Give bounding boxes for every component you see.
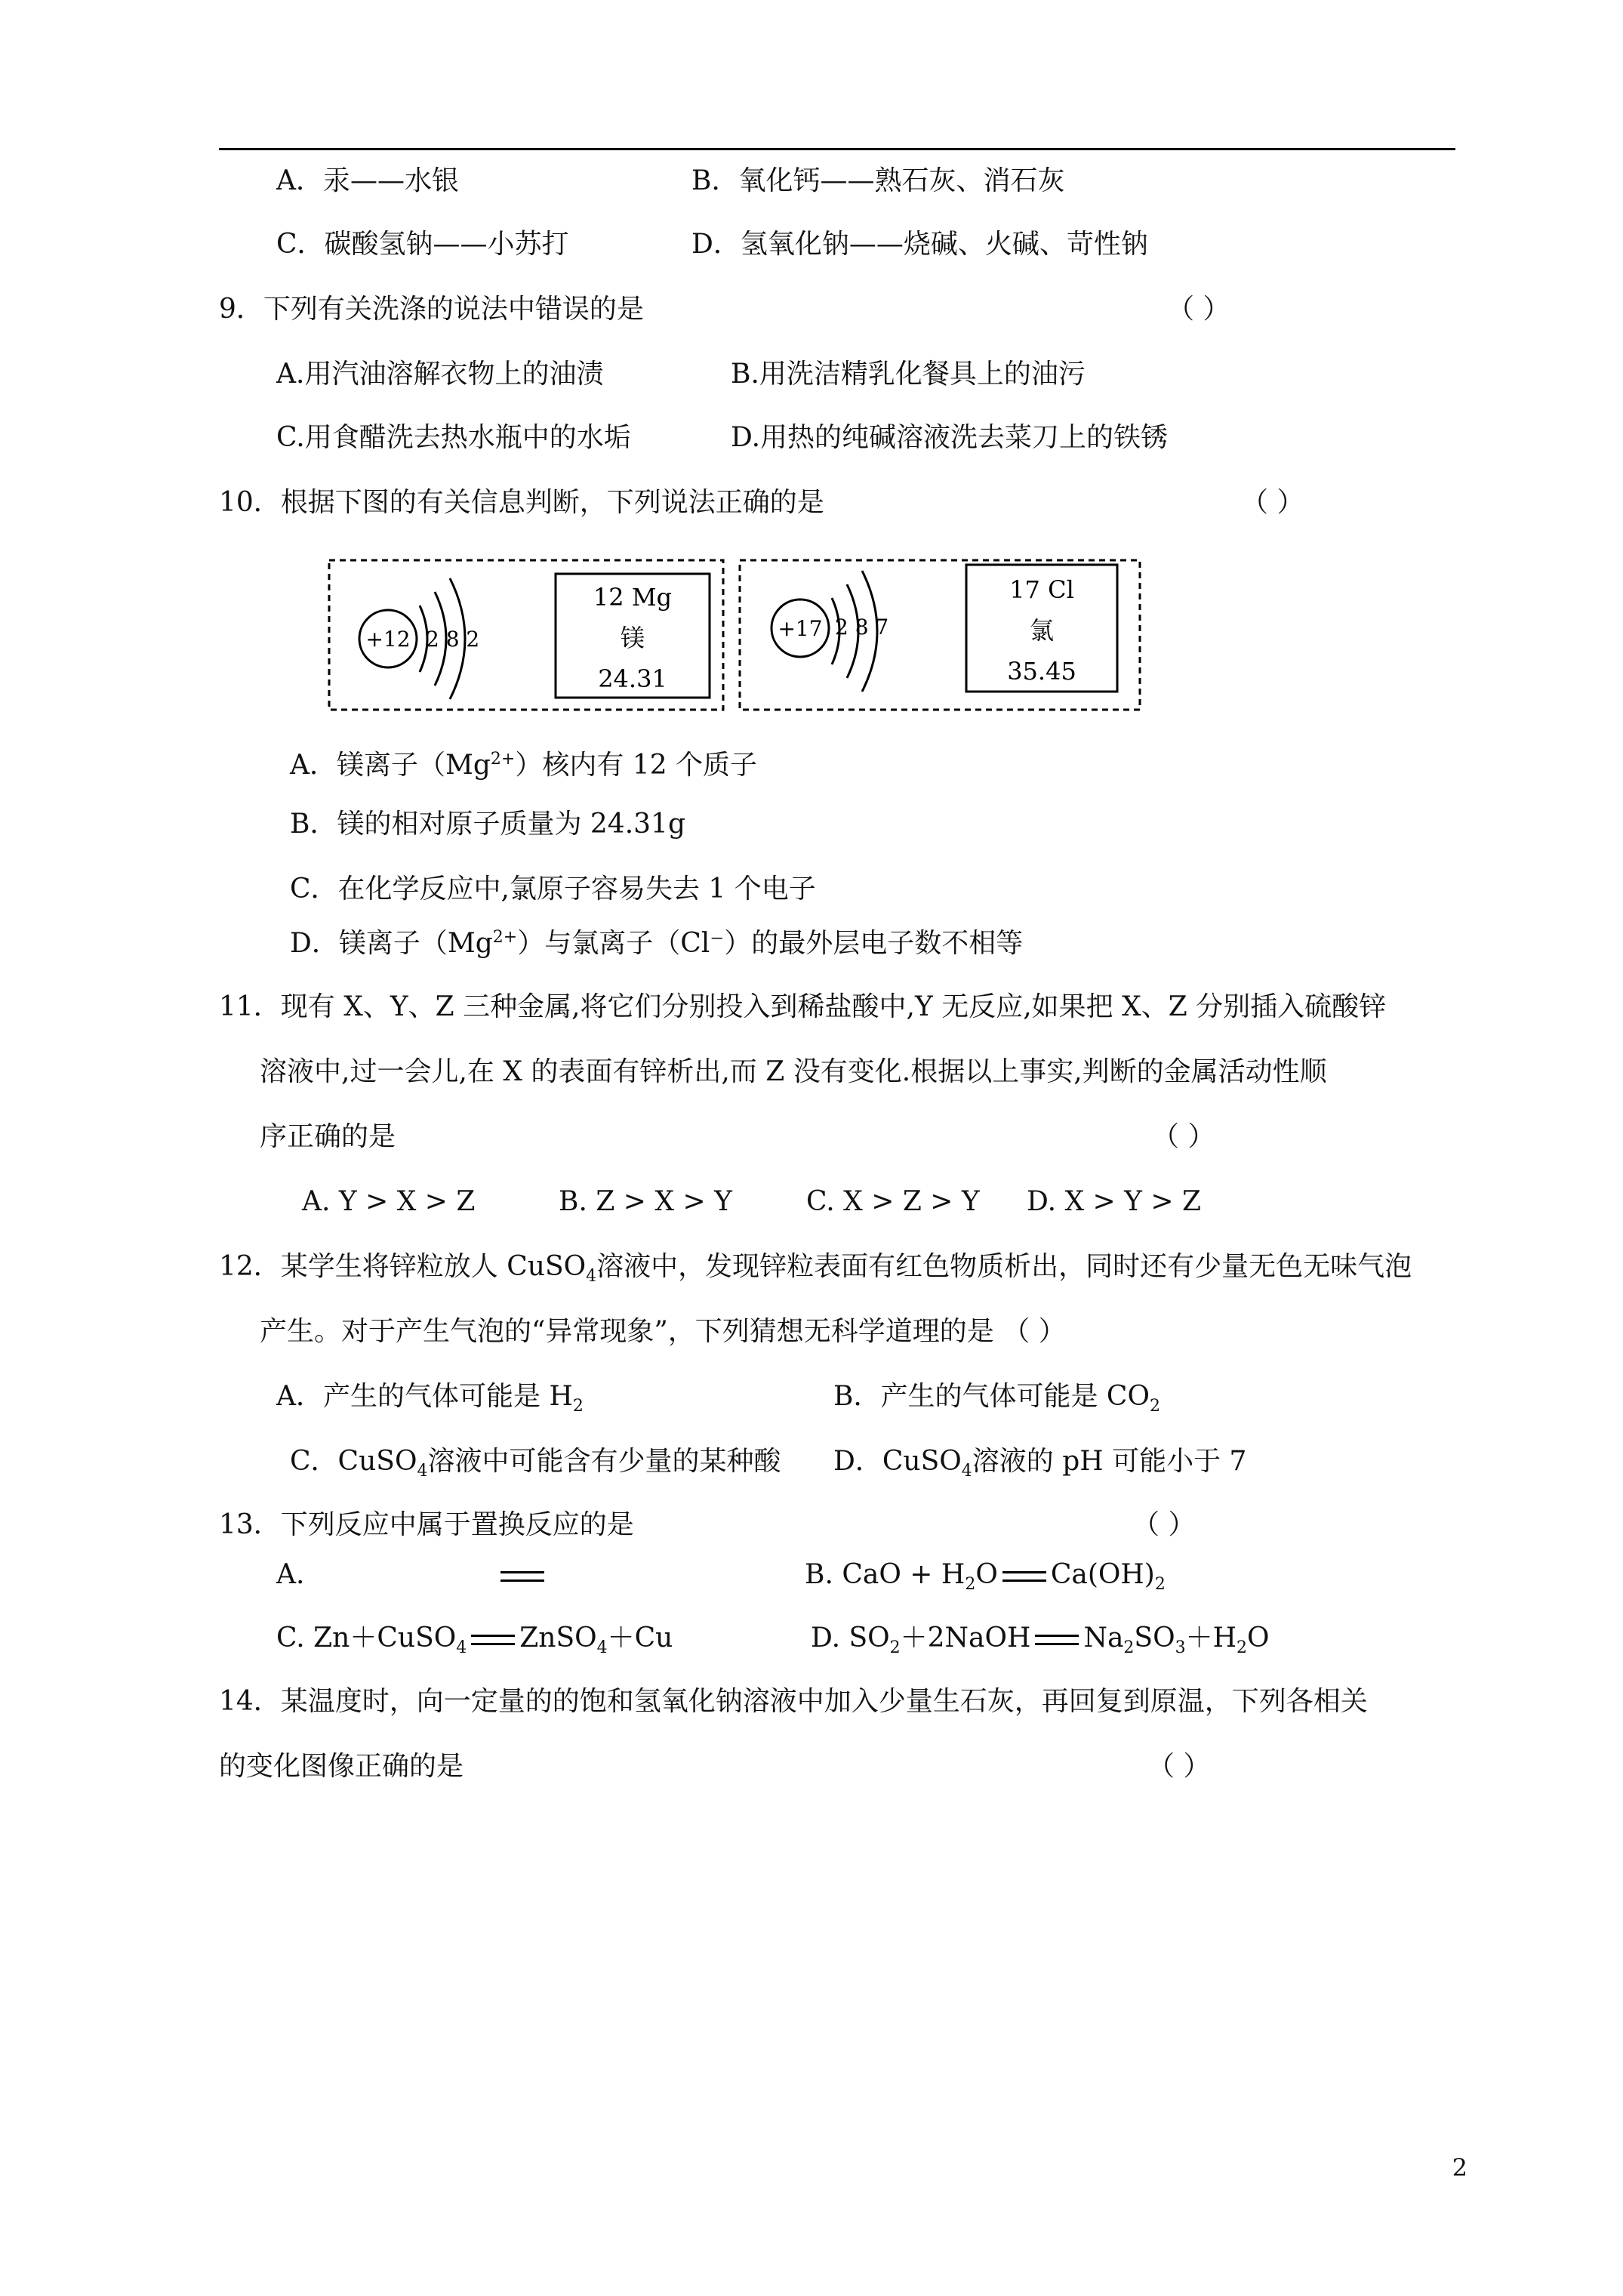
q8-option-a: A．汞——水银 [276, 165, 459, 196]
mg-nucleus-label: +12 [365, 627, 411, 652]
atom-structure-figure [328, 559, 1143, 714]
mg-element-header: 12 Mg [593, 583, 673, 612]
q13-stem: 13．下列反应中属于置换反应的是 [219, 1509, 634, 1540]
mg-atomic-mass: 24.31 [598, 664, 667, 693]
q10-answer-paren: （ ） [1241, 487, 1304, 518]
q10-stem: 10．根据下图的有关信息判断，下列说法正确的是 [219, 487, 824, 518]
q14-line-2: 的变化图像正确的是 [219, 1751, 464, 1782]
q12-option-c: C．CuSO$_4$溶液中可能含有少量的某种酸 [290, 1446, 781, 1481]
q11-answer-paren: （ ） [1152, 1121, 1215, 1152]
q11-option-d: D. X > Y > Z [1027, 1186, 1201, 1217]
q11-line-2: 溶液中,过一会儿,在 X 的表面有锌析出,而 Z 没有变化.根据以上事实,判断的金属活动性顺 [260, 1056, 1327, 1087]
q8-option-d: D．氢氧化钠——烧碱、火碱、苛性钠 [691, 229, 1148, 260]
q10-option-b: B．镁的相对原子质量为 24.31g [290, 809, 686, 840]
mg-element-name: 镁 [620, 624, 645, 652]
cl-element-name: 氯 [1029, 616, 1055, 645]
q14-answer-paren: （ ） [1147, 1751, 1211, 1782]
q9-option-d: D.用热的纯碱溶液洗去菜刀上的铁锈 [731, 422, 1169, 453]
q12-option-d: D．CuSO$_4$溶液的 pH 可能小于 7 [833, 1446, 1247, 1481]
q13-d-equals-sign [1035, 1635, 1079, 1645]
q11-option-c: C. X > Z > Y [806, 1186, 980, 1217]
q13-c-equals-sign [471, 1635, 515, 1645]
q13-option-c: C. Zn＋CuSO$_4$ ZnSO$_4$＋Cu [276, 1623, 673, 1658]
q9-answer-paren: （ ） [1167, 294, 1230, 325]
q11-option-b: B. Z > X > Y [559, 1186, 732, 1217]
q12-line-2: 产生。对于产生气泡的“异常现象”，下列猜想无科学道理的是 （ ） [260, 1316, 1066, 1347]
q12-line-1: 12．某学生将锌粒放人 CuSO$_4$溶液中，发现锌粒表面有红色物质析出，同时还有少量无色无味气泡 [219, 1251, 1412, 1287]
q12-option-a: A．产生的气体可能是 $H_2$ [276, 1381, 584, 1416]
q10-option-a: A．镁离子$(Mg^{2+})$核内有 12 个质子 [290, 750, 758, 781]
q12-option-b: B．产生的气体可能是 $CO_2$ [833, 1381, 1160, 1416]
cl-nucleus-label: +17 [778, 616, 823, 641]
q13-answer-paren: （ ） [1132, 1509, 1196, 1540]
q11-line-3: 序正确的是 [260, 1121, 396, 1152]
q13-b-equals-sign [1002, 1571, 1046, 1582]
q9-stem: 9．下列有关洗涤的说法中错误的是 [219, 294, 644, 325]
q13-option-d: D. $SO_2+2NaOH$ $Na_2SO_3+H_2O$ [811, 1623, 1270, 1658]
q10-option-d: D．镁离子$(Mg^{2+})$与氯离子（Cl⁻）的最外层电子数不相等 [290, 928, 1024, 959]
q9-option-a: A.用汽油溶解衣物上的油渍 [276, 359, 604, 390]
q13-option-b: B. CaO + $H_2O$ $Ca(OH)_2$ [805, 1559, 1166, 1595]
q9-option-b: B.用洗洁精乳化餐具上的油污 [731, 359, 1086, 390]
q13-option-a: A. [276, 1558, 549, 1592]
q11-option-a: A. Y > X > Z [302, 1186, 476, 1217]
q8-option-b: B．氧化钙——熟石灰、消石灰 [691, 165, 1065, 196]
q11-line-1: 11．现有 X、Y、Z 三种金属,将它们分别投入到稀盐酸中,Y 无反应,如果把 X、Z 分别插入硫酸锌 [219, 991, 1387, 1022]
q10-option-c: C．在化学反应中,氯原子容易失去 1 个电子 [290, 874, 816, 905]
page-number: 2 [1452, 2153, 1467, 2182]
cl-element-header: 17 Cl [1009, 575, 1074, 604]
q8-option-c: C．碳酸氢钠——小苏打 [276, 229, 569, 260]
cl-shell-electrons: 2 8 7 [835, 615, 889, 639]
cl-atomic-mass: 35.45 [1007, 657, 1076, 686]
q9-option-c: C.用食醋洗去热水瓶中的水垢 [276, 422, 631, 453]
q13-a-equals-sign [500, 1571, 544, 1582]
q14-line-1: 14．某温度时，向一定量的的饱和氢氧化钠溶液中加入少量生石灰，再回复到原温，下列各相关 [219, 1686, 1368, 1717]
mg-shell-electrons: 2 8 2 [426, 627, 480, 652]
header-rule [219, 148, 1455, 150]
